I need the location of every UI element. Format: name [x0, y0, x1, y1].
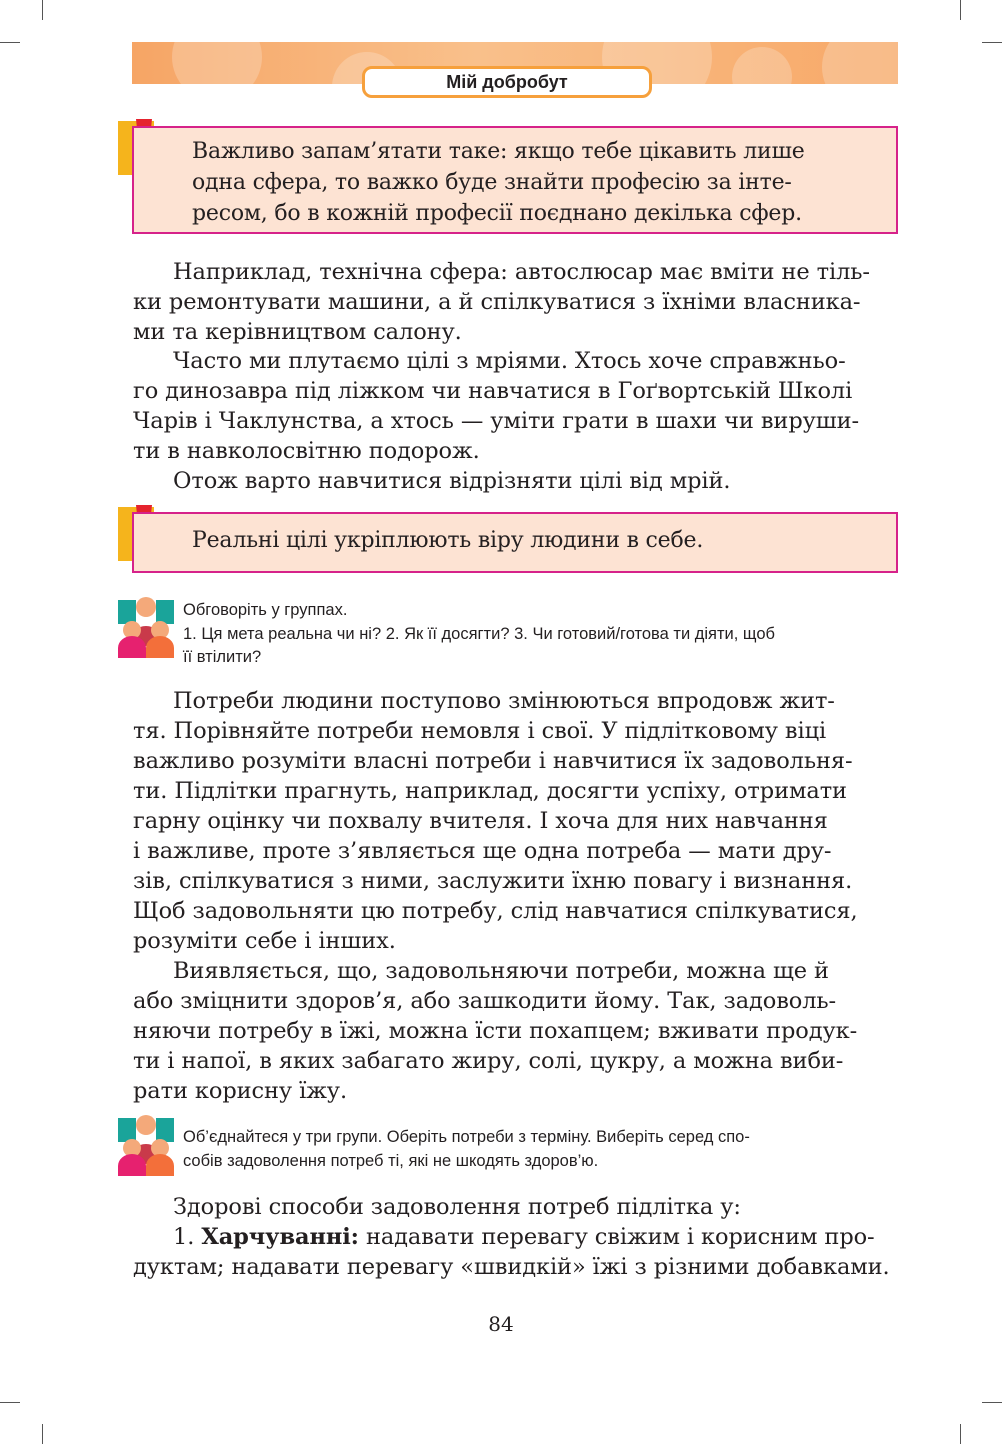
text-line: тя. Порівняйте потреби немовля і свої. У підлітковому віці — [133, 718, 827, 744]
section-title: Мій добробут — [362, 66, 652, 98]
text-line: розуміти себе і інших. — [133, 928, 396, 954]
text-line: Отож варто навчитися відрізняти цілі від мрій. — [173, 468, 731, 494]
crop-mark — [960, 0, 961, 20]
important-note — [132, 126, 898, 234]
note-text: Реальні цілі укріплюють віру людини в себе. — [192, 528, 704, 553]
text-line: дуктам; надавати перевагу «швидкій» їжі з різними добавками. — [133, 1254, 890, 1280]
important-note — [132, 512, 898, 573]
text-line: зів, спілкуватися з ними, заслужити їхню повагу і визнання. — [133, 868, 853, 894]
text-line: няючи потребу в їжі, можна їсти похапцем; вживати продук- — [133, 1018, 858, 1044]
text-line: Чарів і Чаклунства, а хтось — уміти грати в шахи чи вируши- — [133, 408, 859, 434]
page-number: 84 — [488, 1312, 514, 1336]
text-line: ми та керівництвом салону. — [133, 319, 462, 345]
group-work-icon — [118, 596, 174, 660]
text-line: або зміцнити здоров’я, або зашкодити йому. Так, задоволь- — [133, 988, 837, 1014]
text-line: ти в навколосвітню подорож. — [133, 438, 480, 464]
text-line: важливо розуміти власні потреби і навчитися їх задовольня- — [133, 748, 853, 774]
text-line: Потреби людини поступово змінюються впродовж жит- — [173, 688, 835, 714]
crop-mark — [42, 1424, 43, 1444]
note-line: ресом, бо в кожній професії поєднано декілька сфер. — [192, 201, 802, 226]
text-line: ти і напої, в яких забагато жиру, солі, цукру, а можна виби- — [133, 1048, 844, 1074]
task-line: її втілити? — [183, 648, 262, 666]
list-item: 1. Харчуванні: надавати перевагу свіжим і корисним про- — [173, 1224, 875, 1250]
task-line: 1. Ця мета реальна чи ні? 2. Як її досягти? 3. Чи готовий/готова ти діяти, щоб — [183, 625, 775, 643]
task-title: Обговоріть у группах. — [183, 601, 348, 619]
text-line: ти. Підлітки прагнуть, наприклад, досягти успіху, отримати — [133, 778, 847, 804]
text-line: Виявляється, що, задовольняючи потреби, можна ще й — [173, 958, 829, 984]
text-line: і важливе, проте з’являється ще одна потреба — мати дру- — [133, 838, 832, 864]
crop-mark — [0, 1402, 20, 1403]
text-line: Щоб задовольняти цю потребу, слід навчатися спілкуватися, — [133, 898, 858, 924]
task-line: собів задоволення потреб ті, які не шкодять здоров’ю. — [183, 1152, 599, 1170]
text-line: Часто ми плутаємо цілі з мріями. Хтось хоче справжньо- — [173, 348, 846, 374]
crop-mark — [0, 42, 20, 43]
note-line: одна сфера, то важко буде знайти професію за інте- — [192, 170, 792, 195]
text-line: Наприклад, технічна сфера: автослюсар має вміти не тіль- — [173, 259, 870, 285]
crop-mark — [982, 1402, 1002, 1403]
text-line: ки ремонтувати машини, а й спілкуватися з їхніми власника- — [133, 289, 861, 315]
crop-mark — [982, 42, 1002, 43]
text-line: го динозавра під ліжком чи навчатися в Гоґвортській Школі — [133, 378, 853, 404]
text-line: рати корисну їжу. — [133, 1078, 347, 1104]
group-work-icon — [118, 1114, 174, 1178]
text-line: гарну оцінку чи похвалу вчителя. І хоча для них навчання — [133, 808, 828, 834]
crop-mark — [960, 1424, 961, 1444]
crop-mark — [42, 0, 43, 20]
note-line: Важливо запам’ятати таке: якщо тебе цікавить лише — [192, 139, 805, 164]
task-line: Об’єднайтеся у три групи. Оберіть потреби з терміну. Виберіть серед спо- — [183, 1128, 750, 1146]
text-line: Здорові способи задоволення потреб підлітка у: — [173, 1194, 741, 1220]
